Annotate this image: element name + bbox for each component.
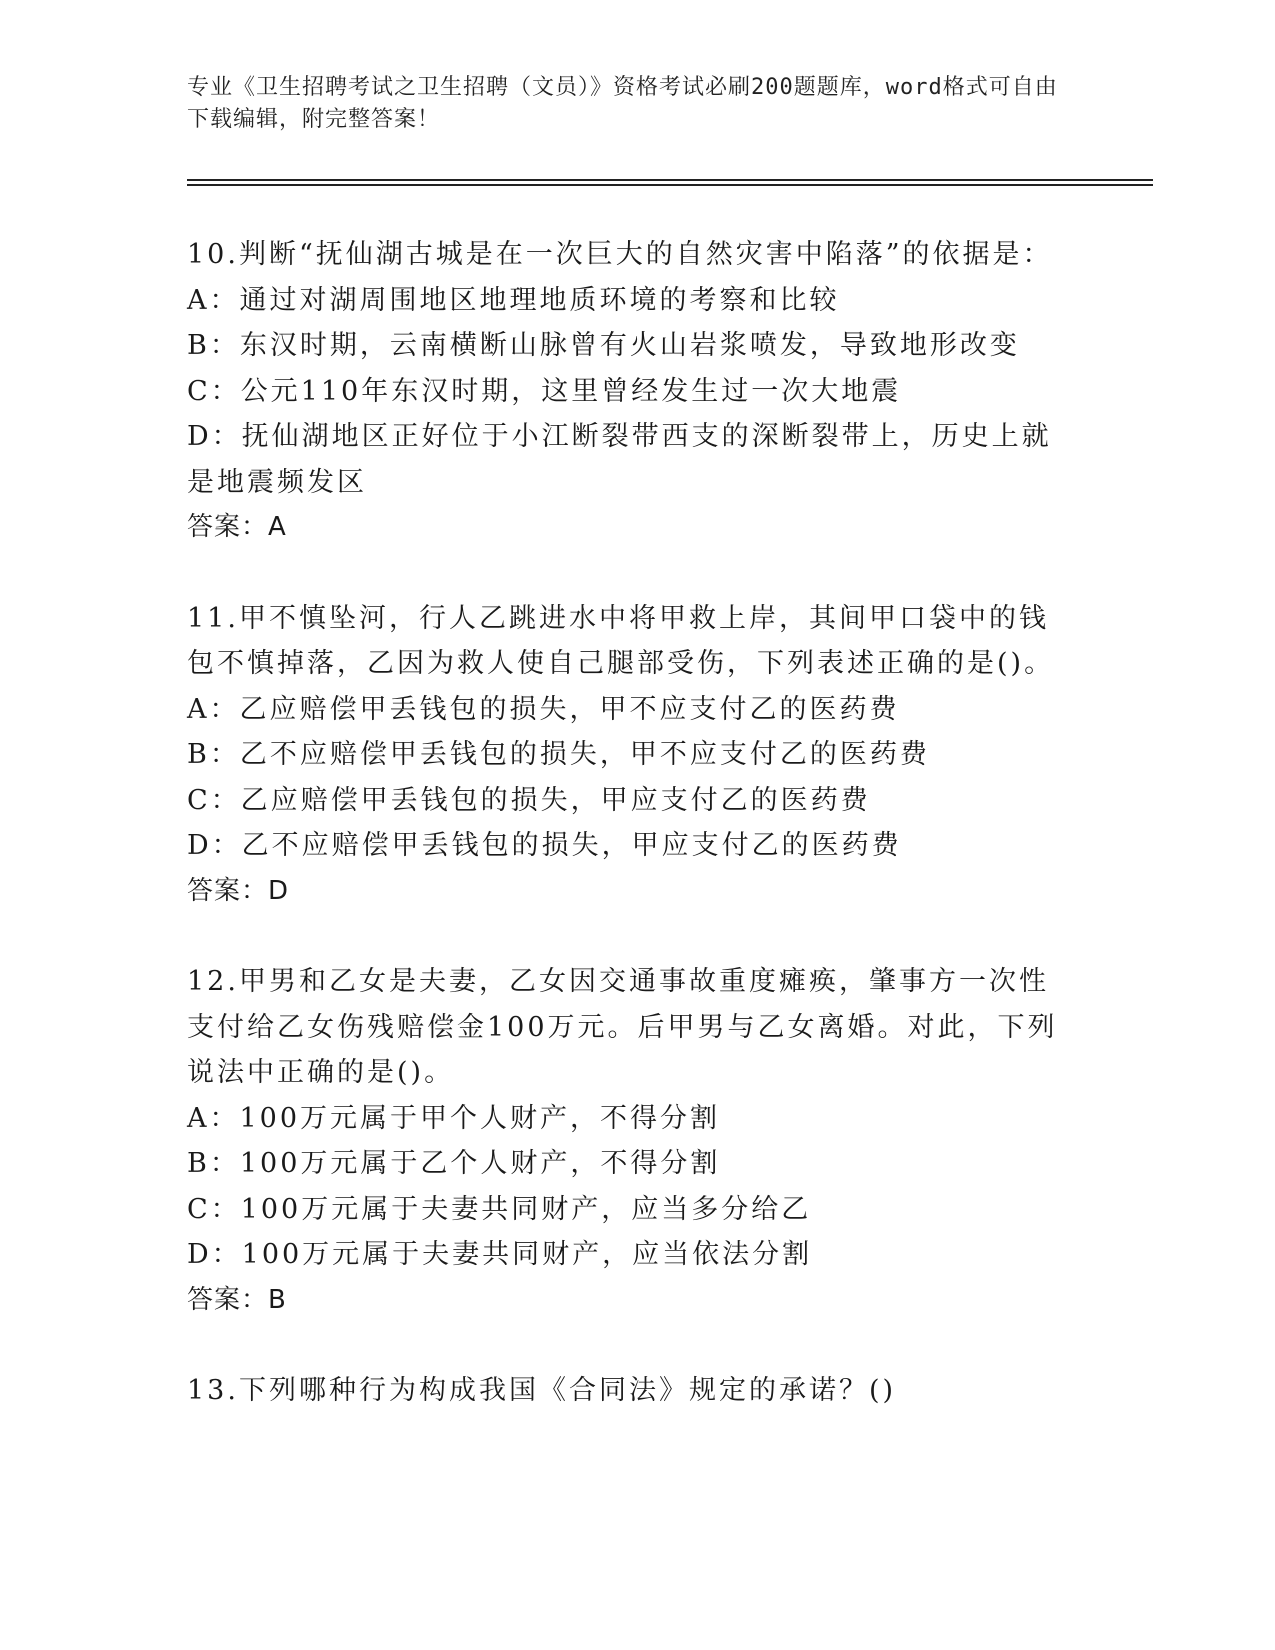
option-b: B：乙不应赔偿甲丢钱包的损失，甲不应支付乙的医药费 [187, 739, 930, 770]
option-a: A：乙应赔偿甲丢钱包的损失，甲不应支付乙的医药费 [187, 693, 900, 725]
option-c: C：乙应赔偿甲丢钱包的损失，甲应支付乙的医药费 [187, 784, 871, 816]
option-a: A：100万元属于甲个人财产，不得分割 [187, 1102, 721, 1134]
option-c: C：100万元属于夫妻共同财产，应当多分给乙 [187, 1193, 812, 1225]
question-10 [187, 232, 1067, 551]
option-d: D：乙不应赔偿甲丢钱包的损失，甲应支付乙的医药费 [187, 830, 902, 861]
answer-label: 答案：D [187, 875, 290, 906]
question-11 [187, 596, 1067, 915]
answer-label: 答案：A [187, 512, 287, 542]
question-stem: 13.下列哪种行为构成我国《合同法》规定的承诺？() [187, 1375, 897, 1406]
answer-label: 答案：B [187, 1284, 287, 1315]
option-d: D：抚仙湖地区正好位于小江断裂带西支的深断裂带上，历史上就是地震频发区 [187, 421, 1052, 498]
question-stem: 11.甲不慎坠河，行人乙跳进水中将甲救上岸，其间甲口袋中的钱包不慎掉落，乙因为救人使自己腿部受伤，下列表述正确的是()。 [187, 602, 1055, 679]
header-rule-top [187, 179, 1153, 181]
header-rule-bottom [187, 184, 1153, 186]
option-b: B：东汉时期，云南横断山脉曾有火山岩浆喷发，导致地形改变 [187, 330, 1020, 361]
question-13 [187, 1368, 1067, 1414]
option-c: C：公元110年东汉时期，这里曾经发生过一次大地震 [187, 375, 902, 407]
question-list [187, 232, 1067, 1459]
option-d: D：100万元属于夫妻共同财产，应当依法分割 [187, 1239, 813, 1270]
question-stem: 10.判断“抚仙湖古城是在一次巨大的自然灾害中陷落”的依据是： [187, 239, 1053, 270]
option-b: B：100万元属于乙个人财产，不得分割 [187, 1148, 721, 1179]
option-a: A：通过对湖周围地区地理地质环境的考察和比较 [187, 284, 840, 316]
document-header: 专业《卫生招聘考试之卫生招聘（文员）》资格考试必刷200题题库，word格式可自由下载编辑，附完整答案！ [187, 75, 1058, 132]
question-12 [187, 959, 1067, 1323]
question-stem: 12.甲男和乙女是夫妻，乙女因交通事故重度瘫痪，肇事方一次性支付给乙女伤残赔偿金100万元。后甲男与乙女离婚。对此，下列说法中正确的是()。 [187, 966, 1058, 1088]
